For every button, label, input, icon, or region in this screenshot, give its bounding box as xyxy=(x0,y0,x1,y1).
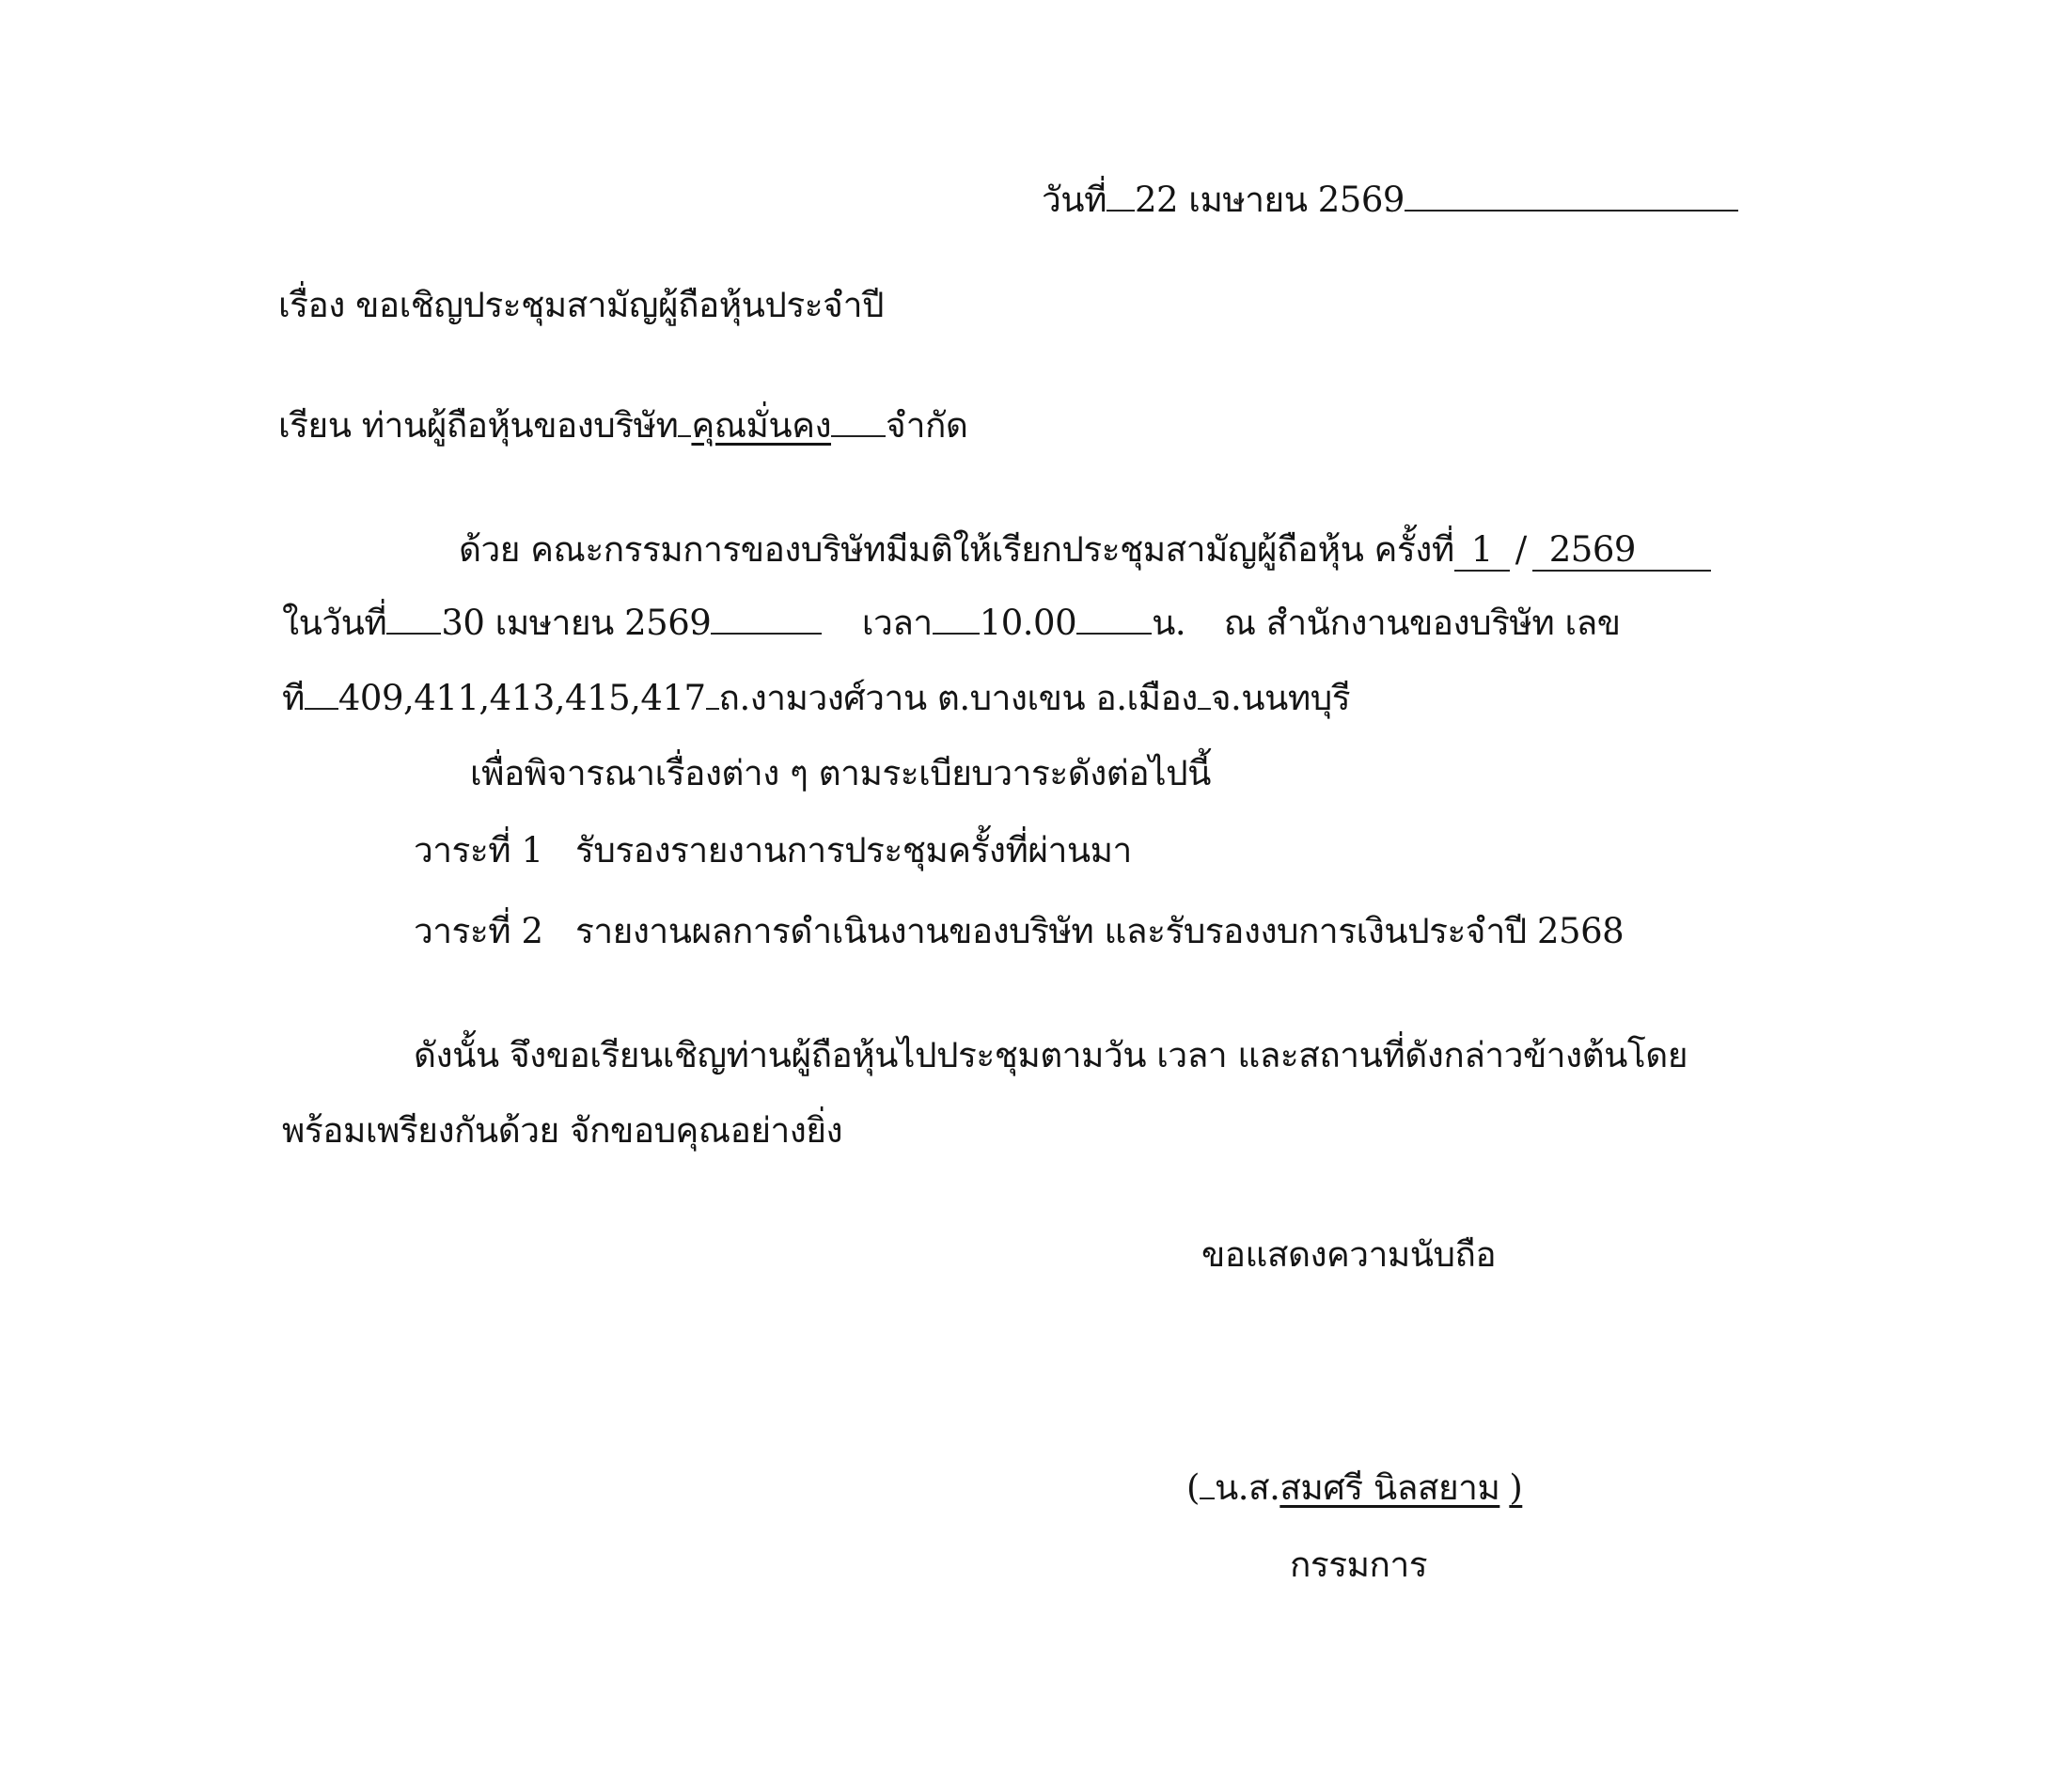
body-intro-line xyxy=(459,526,1711,573)
time-unit: น. xyxy=(1152,603,1186,643)
closing-line-1 xyxy=(414,1032,1687,1079)
signatory-title: น.ส. xyxy=(1214,1467,1280,1508)
address-road: ถ.งามวงศ์วาน ต.บางเขน อ.เมือง xyxy=(718,678,1198,718)
body-intro: ด้วย คณะกรรมการของบริษัทมีมติให้เรียกประชุมสามัญผู้ถือหุ้น ครั้งที่ xyxy=(459,529,1454,570)
address-province: จ.นนทบุรี xyxy=(1210,678,1351,718)
signatory-position: กรรมการ xyxy=(1290,1545,1428,1585)
regards-text: ขอแสดงความนับถือ xyxy=(1201,1234,1497,1275)
subject-text: ขอเชิญประชุมสามัญผู้ถือหุ้นประจำปี xyxy=(355,285,885,325)
recipient-label: เรียน xyxy=(278,405,352,446)
purpose-line xyxy=(470,750,1211,797)
time-label: เวลา xyxy=(861,603,933,643)
agenda-1-label: วาระที่ 1 xyxy=(414,830,543,870)
meeting-year: 2569 xyxy=(1532,529,1711,572)
subject-label: เรื่อง xyxy=(278,285,345,325)
subject-line xyxy=(278,282,884,329)
date-label: วันที่ xyxy=(1042,180,1107,220)
on-date-label: ในวันที่ xyxy=(282,603,387,643)
closing-text-1: ดังนั้น จึงขอเรียนเชิญท่านผู้ถือหุ้นไปประชุมตามวัน เวลา และสถานที่ดังกล่าวข้างต้นโดย xyxy=(414,1035,1688,1075)
agenda-item-1 xyxy=(414,827,1132,874)
recipient-prefix: ท่านผู้ถือหุ้นของบริษัท xyxy=(361,405,679,446)
purpose-text: เพื่อพิจารณาเรื่องต่าง ๆ ตามระเบียบวาระดังต่อไปนี้ xyxy=(470,753,1211,793)
address-number: 409,411,413,415,417 xyxy=(337,678,706,718)
company-name: คุณมั่นคง xyxy=(691,405,832,446)
closing-text-2: พร้อมเพรียงกันด้วย จักขอบคุณอย่างยิ่ง xyxy=(282,1110,843,1151)
agenda-2-label: วาระที่ 2 xyxy=(414,911,543,951)
date-value: 22 เมษายน 2569 xyxy=(1134,180,1405,220)
meeting-date-line xyxy=(282,600,1621,647)
regards-line xyxy=(1201,1231,1496,1278)
position-line xyxy=(1290,1542,1427,1589)
open-paren: ( xyxy=(1186,1467,1200,1508)
agenda-2-text: รายงานผลการดำเนินงานของบริษัท และรับรองงบการเงินประจำปี 2568 xyxy=(575,911,1625,951)
meeting-date: 30 เมษายน 2569 xyxy=(441,603,712,643)
closing-line-2 xyxy=(282,1107,842,1154)
meeting-number: 1 xyxy=(1454,529,1510,572)
date-line xyxy=(1042,177,1738,224)
close-paren: ) xyxy=(1509,1467,1523,1508)
meeting-slash: / xyxy=(1515,529,1527,570)
address-line xyxy=(282,675,1350,722)
time-value: 10.00 xyxy=(979,603,1077,643)
agenda-item-2 xyxy=(414,908,1624,955)
signatory-line xyxy=(1186,1465,1522,1512)
recipient-suffix: จำกัด xyxy=(886,405,968,446)
recipient-line xyxy=(278,402,967,449)
agenda-1-text: รับรองรายงานการประชุมครั้งที่ผ่านมา xyxy=(575,830,1132,870)
signatory-name: สมศรี นิลสยาม xyxy=(1279,1467,1500,1508)
place-text: ณ สำนักงานของบริษัท เลข xyxy=(1223,603,1621,643)
address-prefix: ที xyxy=(282,678,305,718)
